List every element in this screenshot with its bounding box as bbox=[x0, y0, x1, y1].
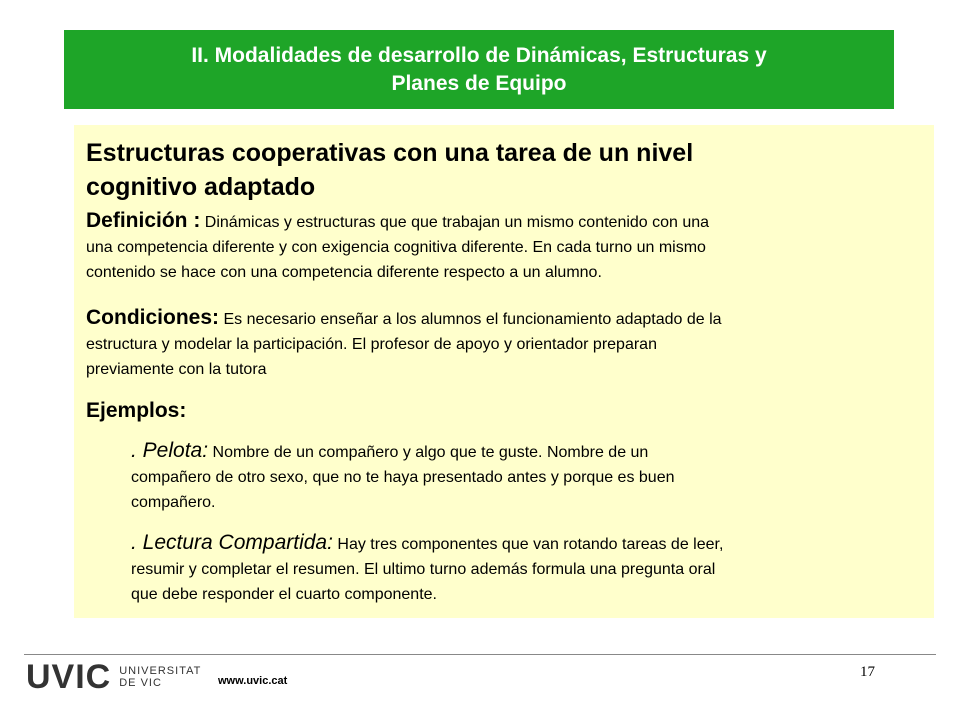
uvic-logo bbox=[26, 660, 201, 694]
footer-divider bbox=[24, 654, 936, 655]
banner-title-line2: Planes de Equipo bbox=[391, 71, 567, 95]
title-banner bbox=[64, 30, 894, 109]
example-name: Pelota bbox=[142, 439, 203, 462]
example-line2: compañero de otro sexo, que no te haya presentado antes y porque es buen bbox=[131, 469, 675, 486]
logo-wordmark: UVIC bbox=[26, 658, 112, 696]
condiciones-line3: previamente con la tutora bbox=[86, 361, 267, 378]
example-item bbox=[131, 530, 921, 607]
example-line3: compañero. bbox=[131, 494, 216, 511]
condiciones-paragraph bbox=[86, 305, 926, 382]
logo-subtitle-line2: DE VIC bbox=[119, 677, 162, 689]
example-name: Lectura Compartida bbox=[142, 531, 328, 554]
definicion-label: Definición : bbox=[86, 209, 201, 232]
heading-line2: cognitivo adaptado bbox=[86, 173, 316, 201]
example-line1: Nombre de un compañero y algo que te guste. Nombre de un bbox=[208, 444, 649, 461]
page-number: 17 bbox=[860, 664, 875, 680]
example-item bbox=[131, 438, 921, 515]
example-line3: que debe responder el cuarto componente. bbox=[131, 586, 437, 603]
definicion-line3: contenido se hace con una competencia diferente respecto a un alumno. bbox=[86, 264, 602, 281]
example-colon: : bbox=[327, 531, 333, 554]
logo-subtitle-line1: UNIVERSITAT bbox=[119, 665, 202, 677]
website-link[interactable]: www.uvic.cat bbox=[218, 675, 288, 687]
example-prefix: . bbox=[131, 531, 143, 554]
section-heading bbox=[86, 136, 906, 204]
banner-title-line1: II. Modalidades de desarrollo de Dinámicas, Estructuras y bbox=[191, 43, 767, 67]
definicion-line2: una competencia diferente y con exigencia cognitiva diferente. En cada turno un mismo bbox=[86, 239, 706, 256]
definicion-paragraph bbox=[86, 208, 926, 285]
heading-line1: Estructuras cooperativas con una tarea de un nivel bbox=[86, 139, 694, 167]
condiciones-line2: estructura y modelar la participación. El profesor de apoyo y orientador preparan bbox=[86, 336, 657, 353]
example-prefix: . bbox=[131, 439, 143, 462]
condiciones-line1: Es necesario enseñar a los alumnos el funcionamiento adaptado de la bbox=[219, 311, 722, 328]
logo-subtitle bbox=[119, 665, 201, 689]
example-line2: resumir y completar el resumen. El ultimo turno además formula una pregunta oral bbox=[131, 561, 716, 578]
definicion-line1: Dinámicas y estructuras que que trabajan un mismo contenido con una bbox=[200, 214, 710, 231]
condiciones-label: Condiciones: bbox=[86, 306, 220, 329]
ejemplos-heading bbox=[86, 398, 926, 425]
example-line1: Hay tres componentes que van rotando tareas de leer, bbox=[332, 536, 724, 553]
ejemplos-label: Ejemplos: bbox=[86, 399, 187, 422]
example-colon: : bbox=[202, 439, 209, 462]
